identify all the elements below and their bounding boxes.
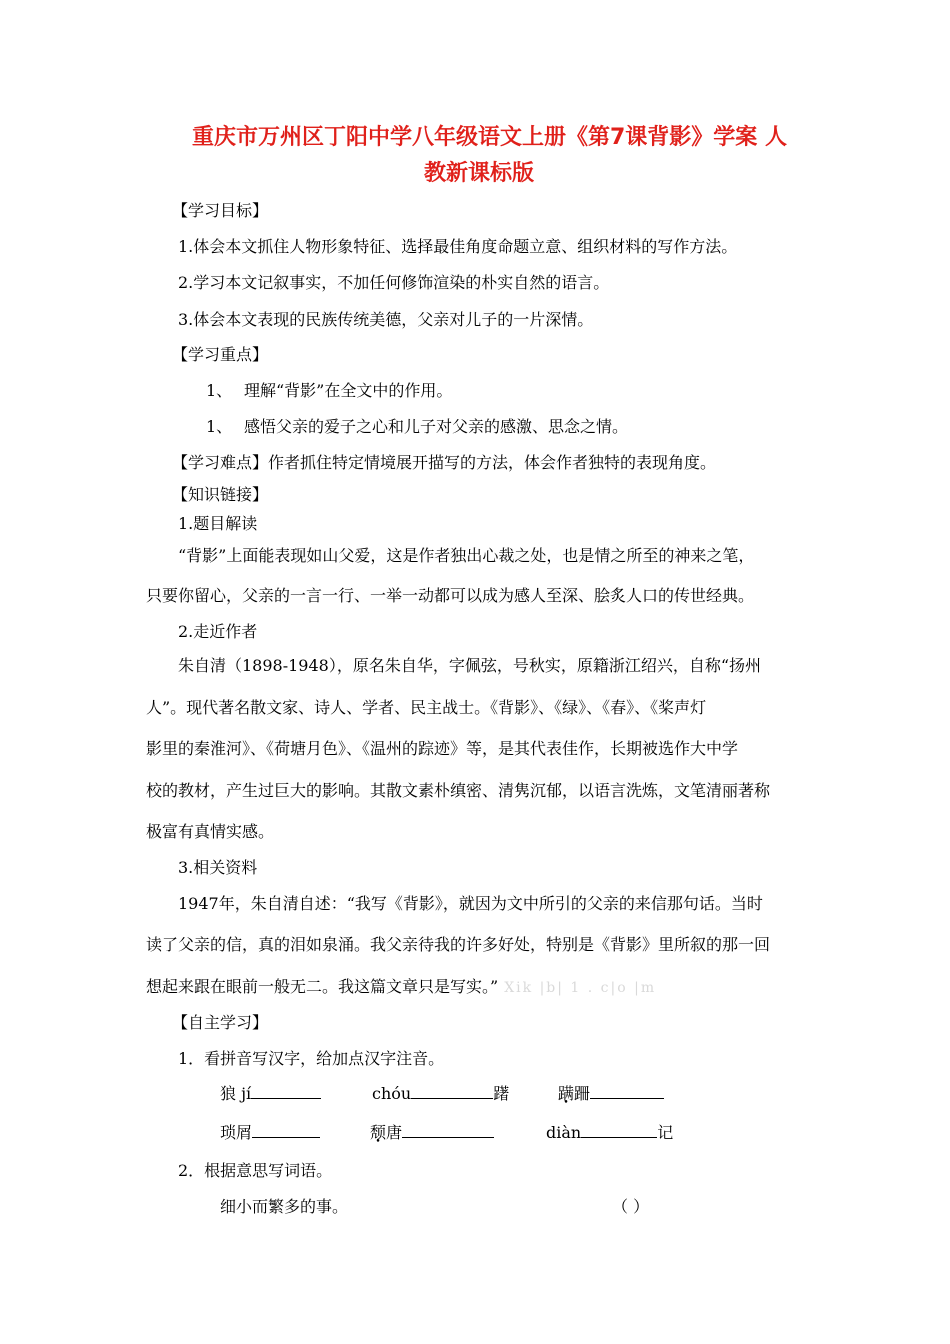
pinyin-item-3 [558, 1083, 664, 1104]
objective-item-3: 3.体会本文表现的民族传统美德，父亲对儿子的一片深情。 [178, 310, 594, 329]
pinyin-item-5 [370, 1122, 494, 1143]
paragraph-text: 想起来跟在眼前一般无二。我这篇文章只是写实。” [146, 977, 499, 996]
pinyin-item-4 [220, 1122, 320, 1143]
paragraph-line: 读了父亲的信，真的泪如泉涌。我父亲待我的许多好处，特别是《背影》里所叙的那一回 [146, 935, 771, 954]
difficulty-line [172, 453, 716, 473]
answer-blank[interactable] [252, 1122, 320, 1138]
knowledge-heading: 【知识链接】 [172, 485, 269, 504]
answer-blank[interactable] [581, 1122, 657, 1138]
watermark: Xik |b| 1 . c|o |m [504, 980, 657, 996]
answer-blank[interactable] [411, 1083, 493, 1099]
question-2: 2．根据意思写词语。 [178, 1161, 333, 1180]
difficulty-text: 作者抓住特定情境展开描写的方法，体会作者独特的表现角度。 [268, 453, 717, 472]
keypoint-text-2: 感悟父亲的爱子之心和儿子对父亲的感激、思念之情。 [244, 417, 629, 436]
pinyin-item-2 [372, 1083, 509, 1104]
answer-blank[interactable] [590, 1083, 664, 1099]
keypoint-num-2: 1、 [206, 417, 233, 436]
pinyin-suffix: 记 [657, 1123, 674, 1142]
keypoint-text-1: 理解“背影”在全文中的作用。 [244, 381, 453, 400]
question-2-item: 细小而繁多的事。 [220, 1197, 349, 1216]
keypoint-num-1: 1、 [206, 381, 233, 400]
paragraph-line: 人”。现代著名散文家、诗人、学者、民主战士。《背影》、《绿》、《春》、《桨声灯 [146, 698, 707, 717]
paragraph-line: 校的教材，产生过巨大的影响。其散文素朴缜密、清隽沉郁，以语言洗炼，文笔清丽著称 [146, 781, 771, 800]
word-rest: 跚 [574, 1084, 591, 1103]
paragraph-line: 只要你留心，父亲的一言一行、一举一动都可以成为感人至深、脍炙人口的传世经典。 [146, 586, 755, 605]
paragraph-line: 影里的秦淮河》、《荷塘月色》、《温州的踪迹》等，是其代表佳作，长期被选作大中学 [146, 739, 739, 758]
pinyin-text: 狼 jí [220, 1084, 252, 1103]
answer-blank[interactable] [251, 1083, 321, 1099]
pinyin-text: diàn [546, 1123, 582, 1142]
answer-blank[interactable] [402, 1122, 494, 1138]
paragraph-line: 朱自清（1898-1948），原名朱自华，字佩弦，号秋实，原籍浙江绍兴，自称“扬州 [178, 656, 762, 675]
keypoints-heading: 【学习重点】 [172, 345, 269, 364]
pinyin-suffix: 躇 [493, 1084, 510, 1103]
pinyin-text: chóu [372, 1084, 412, 1103]
dotted-char: 颓 [370, 1123, 387, 1142]
paragraph-line: “背影”上面能表现如山父爱，这是作者独出心裁之处，也是情之所至的神来之笔， [178, 546, 755, 565]
selfstudy-heading: 【自主学习】 [172, 1013, 269, 1032]
pinyin-item-1 [220, 1083, 321, 1104]
word-text: 琐屑 [220, 1123, 253, 1142]
doc-title-line2: 教新课标版 [424, 161, 535, 186]
doc-title-line1: 重庆市万州区丁阳中学八年级语文上册《第7课背影》学案 人 [192, 125, 787, 150]
paragraph-line: 1947年，朱自清自述：“我写《背影》，就因为文中所引的父亲的来信那句话。当时 [178, 894, 763, 913]
question-1: 1．看拼音写汉字，给加点汉字注音。 [178, 1049, 445, 1068]
pinyin-item-6 [546, 1122, 673, 1143]
paragraph-line: 极富有真情实感。 [146, 822, 275, 841]
difficulty-heading: 【学习难点】 [172, 453, 269, 472]
dotted-char: 蹒 [558, 1084, 575, 1103]
section-title-2: 2.走近作者 [178, 622, 258, 641]
answer-parentheses[interactable]: （ ） [612, 1197, 650, 1216]
section-title-1: 1.题目解读 [178, 514, 258, 533]
objectives-heading: 【学习目标】 [172, 201, 269, 220]
objective-item-1: 1.体会本文抓住人物形象特征、选择最佳角度命题立意、组织材料的写作方法。 [178, 237, 738, 256]
section-title-3: 3.相关资料 [178, 858, 258, 877]
word-rest: 唐 [386, 1123, 403, 1142]
objective-item-2: 2.学习本文记叙事实，不加任何修饰渲染的朴实自然的语言。 [178, 273, 610, 292]
paragraph-line [146, 977, 656, 998]
